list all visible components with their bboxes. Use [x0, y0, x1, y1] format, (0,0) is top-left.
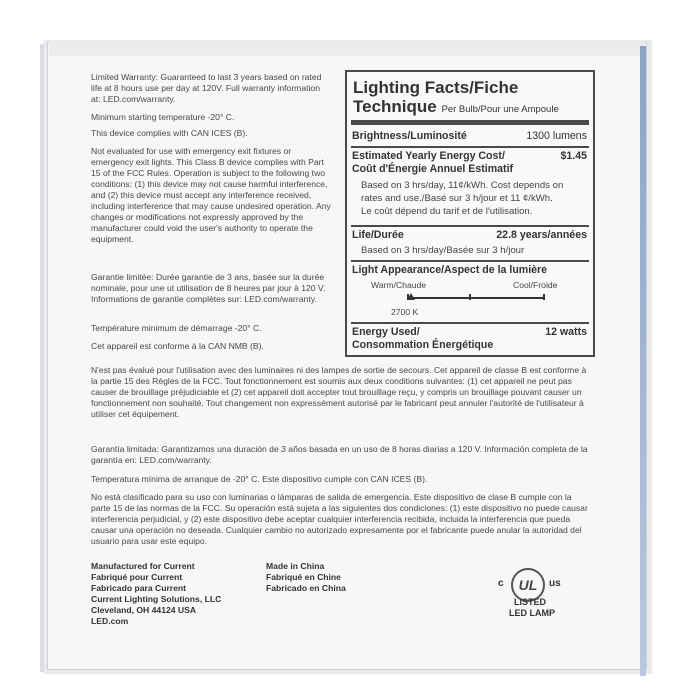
manufacturer-line-2: Fabriqué pour Current: [91, 572, 183, 582]
cost-label: [352, 150, 513, 176]
cost-note-3: Le coût dépend du tarif et de l'utilisation.: [361, 206, 533, 217]
divider-2: [351, 225, 589, 227]
origin-line-3: Fabricado en China: [266, 583, 346, 593]
cct-marker-icon: [407, 293, 415, 300]
cool-label: Cool/Froide: [513, 280, 558, 290]
cct-scale: [407, 297, 545, 299]
origin-line-2: Fabriqué en Chine: [266, 572, 341, 582]
divider-3: [351, 260, 589, 262]
energy-label-2: Consommation Énergétique: [352, 339, 494, 351]
divider-1: [351, 146, 589, 148]
manufacturer-line-3: Fabricado para Current: [91, 583, 187, 593]
complies-es: Este dispositivo cumple con CAN ICES (B).: [262, 474, 428, 484]
divider-4: [351, 322, 589, 324]
ul-logo-icon: UL: [511, 568, 545, 602]
warranty-fr: Garantie limitée: Durée garantie de 3 ans, basée sur la durée nominale, pour une ut utilisation de 8 heures par jour à 120 V. Informations de garantie complètes sur: LED.com/warranty.: [91, 272, 326, 304]
scale-tick-mid: [469, 294, 471, 300]
title-line-2: [353, 97, 593, 119]
ul-product: LED LAMP: [509, 608, 555, 618]
manufacturer-line-1: Manufactured for Current: [91, 561, 195, 571]
ul-c-mark: c: [498, 578, 504, 589]
min-temp-fr: Température minimum de démarrage -20° C.: [91, 323, 262, 333]
min-temp-es-complies: [91, 474, 591, 485]
cost-label-2: Coût d'Énergie Annuel Estimatif: [352, 163, 514, 175]
cost-label-1: Estimated Yearly Energy Cost/: [352, 150, 505, 162]
ul-listed: LISTED: [513, 597, 546, 607]
energy-label-1: Energy Used/: [352, 326, 420, 338]
fcc-es: No está clasificado para su uso con luminarias o lámparas de salida de emergencia. Este dispositivo de clase B cumple con la parte 15 de las normas de la FCC. Su operación está sujeta a las siguientes dos condiciones: (1) este dispositivo no puede causar interferencia perjudicial, y (2) este dispositivo debe aceptar cualquier interferencia recibida, incluida la interferencia que pueda causar una operación no deseada. Cualquier cambio no autorizado expresamente por el fabricante puede anular la autoridad del usuario para usar este equipo.: [91, 492, 588, 546]
energy-value: 12 watts: [545, 326, 587, 338]
complies-fr: Cet appareil est conforme à la CAN NMB (B).: [91, 341, 264, 351]
brightness-label: Brightness/Luminosité: [352, 130, 467, 142]
origin-block: [266, 561, 396, 594]
min-temp-en: Minimum starting temperature -20° C.: [91, 112, 235, 122]
warranty-es: Garantía limitada: Garantizamos una duración de 3 años basada en un uso de 8 horas diarias a 120 V. Información completa de la garantía en: LED.com/warranty.: [91, 444, 588, 465]
divider-thick: [351, 120, 589, 125]
scale-tick-right: [543, 294, 545, 300]
per-bulb: Per Bulb/Pour une Ampoule: [441, 104, 559, 115]
warranty-en: Limited Warranty: Guaranteed to last 3 years based on rated life at 8 hours use per day at 120V. Full warranty information at: LED.com/warranty.: [91, 72, 322, 104]
lighting-facts-panel: [345, 70, 595, 357]
energy-label: [352, 326, 493, 352]
cost-value: $1.45: [560, 150, 587, 162]
life-value: 22.8 years/années: [496, 229, 587, 241]
cost-note-1: Based on 3 hrs/day, 11¢/kWh. Cost depends on: [361, 180, 564, 191]
warm-label: Warm/Chaude: [371, 280, 427, 290]
manufacturer-line-6: LED.com: [91, 616, 129, 626]
title-line-1: Lighting Facts/Fiche: [353, 78, 519, 97]
fcc-fr: N'est pas évalué pour l'utilisation avec des luminaires ni des lampes de sortie de secours. Cet appareil de classe B est conforme à la partie 15 des Règles de la FCC. Tout fonctionnement est soumis aux deux conditions suivantes: (1) cet appareil ne peut pas causer de brouillage préjudiciable et (2) cet appareil doit accepter tout brouillage reçu, y compris un brouillage pouvant causer un fonctionnement non souhaité. Tout changement non expressément autorisé par le fabricant peut annuler l'autorité de l'utilisateur à utiliser cet équipement.: [91, 365, 587, 419]
box-top-flap: [49, 42, 645, 56]
min-temp-es: Temperatura mínima de arranque de -20° C.: [91, 474, 260, 484]
complies-en: This device complies with CAN ICES (B).: [91, 128, 248, 138]
life-note: Based on 3 hrs/day/Basée sur 3 h/jour: [361, 245, 525, 256]
life-label: Life/Durée: [352, 229, 404, 241]
cct-value: 2700 K: [391, 307, 419, 317]
cost-note: [361, 179, 563, 218]
cost-note-2: rates and use./Basé sur 3 h/jour et 11 ¢/kWh.: [361, 193, 553, 204]
title-line-2-text: Technique: [353, 97, 437, 116]
appearance-label: Light Appearance/Aspect de la lumière: [352, 264, 548, 276]
manufacturer-block: [91, 561, 261, 627]
manufacturer-line-4: Current Lighting Solutions, LLC: [91, 594, 222, 604]
origin-line-1: Made in China: [266, 561, 325, 571]
lighting-facts-title: [353, 78, 593, 119]
brightness-value: 1300 lumens: [526, 130, 587, 142]
box-right-edge: [640, 46, 646, 676]
manufacturer-line-5: Cleveland, OH 44124 USA: [91, 605, 197, 615]
ul-us-mark: us: [549, 578, 561, 589]
fcc-en: Not evaluated for use with emergency exit fixtures or emergency exit lights. This Class B device complies with Part 15 of the FCC Rules. Operation is subject to the following two conditions: (1) this device may not cause harmful interference, and (2) this device must accept any interference received, including interference that may cause undesired operation. Any changes or modifications not expressly approved by the manufacturer could void the user's authority to operate the equipment.: [91, 146, 331, 244]
